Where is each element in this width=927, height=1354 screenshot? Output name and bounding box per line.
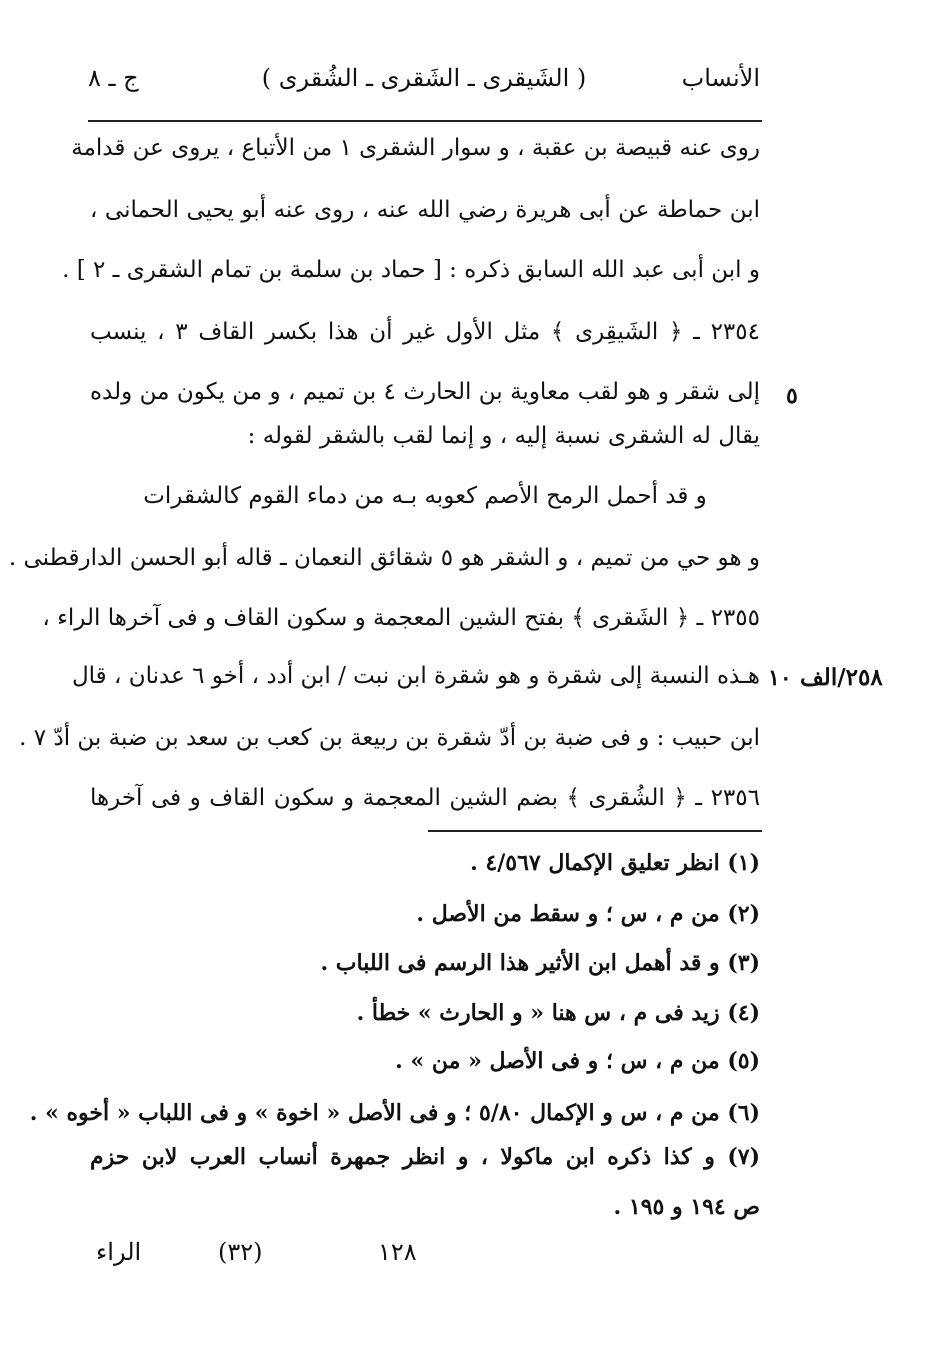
footnote-7-continuation: ص ١٩٤ و ١٩٥ .: [613, 1194, 760, 1220]
footer-letter: الراء: [96, 1238, 142, 1266]
running-header: [88, 58, 760, 98]
body-line-11: ابن حبيب : و فى ضبة بن أدّ شقرة بن ربيعة بن كعب بن سعد بن ضبة بن أدّ ٧ .: [19, 725, 760, 751]
margin-line-number-5: ٥: [786, 383, 798, 409]
body-line-2: ابن حماطة عن أبى هريرة رضي الله عنه ، روى عنه أبو يحيى الحمانى ،: [90, 197, 760, 223]
body-line-8: و هو حي من تميم ، و الشقر هو ٥ شقائق النعمان ـ قاله أبو الحسن الدارقطنى .: [8, 545, 760, 571]
footer-page-number: ١٢٨: [378, 1238, 417, 1266]
footnote-2: (٢) من م ، س ؛ و سقط من الأصل .: [416, 901, 760, 927]
body-line-12: ٢٣٥٦ ـ ﴿ الشُقرى ﴾ بضم الشين المعجمة و سكون القاف و فى آخرها: [90, 785, 760, 811]
poetry-verse: و قد أحمل الرمح الأصم كعوبه بـه من دماء القوم كالشقرات: [143, 483, 707, 509]
footnote-6: (٦) من م ، س و الإكمال ٥/٨٠ ؛ و فى الأصل « اخوة » و فى اللباب « أخوه » .: [29, 1100, 760, 1126]
margin-line-number-10: ١٠: [768, 665, 792, 691]
footer-part-number: (٣٢): [218, 1238, 263, 1266]
header-volume: ج ـ ٨: [88, 64, 139, 92]
body-line-5: إلى شقر و هو لقب معاوية بن الحارث ٤ بن تميم ، و من يكون من ولده: [90, 379, 760, 405]
footnote-5: (٥) من م ، س ؛ و فى الأصل « من » .: [395, 1048, 760, 1074]
body-line-1: روى عنه قبيصة بن عقبة ، و سوار الشقرى ١ من الأتباع ، يروى عن قدامة: [71, 135, 760, 161]
footnote-4: (٤) زيد فى م ، س هنا « و الحارث » خطأ .: [356, 1000, 760, 1026]
body-line-10: هـذه النسبة إلى شقرة و هو شقرة ابن نبت / ابن أدد ، أخو ٦ عدنان ، قال: [71, 663, 760, 689]
header-rule: [88, 120, 762, 122]
margin-folio: ٢٥٨/الف: [800, 664, 883, 691]
footnote-3: (٣) و قد أهمل ابن الأثير هذا الرسم فى اللباب .: [320, 950, 760, 976]
body-line-4: ٢٣٥٤ ـ ﴿ الشَيقِرى ﴾ مثل الأول غير أن هذا بكسر القاف ٣ ، ينسب: [90, 319, 760, 345]
header-entry-range: ( الشَيقرى ـ الشَقرى ـ الشُقرى ): [261, 64, 587, 92]
header-book-title: الأنساب: [681, 64, 760, 92]
body-line-6: يقال له الشقرى نسبة إليه ، و إنما لقب بالشقر لقوله :: [247, 423, 760, 449]
footnote-rule: [428, 830, 762, 832]
footnote-1: (١) انظر تعليق الإكمال ٤/٥٦٧ .: [470, 850, 760, 876]
footnote-7: (٧) و كذا ذكره ابن ماكولا ، و انظر جمهرة أنساب العرب لابن حزم: [90, 1144, 760, 1170]
body-line-3: و ابن أبى عبد الله السابق ذكره : [ حماد بن سلمة بن تمام الشقرى ـ ٢ ] .: [62, 257, 760, 283]
body-line-9: ٢٣٥٥ ـ ﴿ الشَقرى ﴾ بفتح الشين المعجمة و سكون القاف و فى آخرها الراء ،: [42, 605, 760, 631]
